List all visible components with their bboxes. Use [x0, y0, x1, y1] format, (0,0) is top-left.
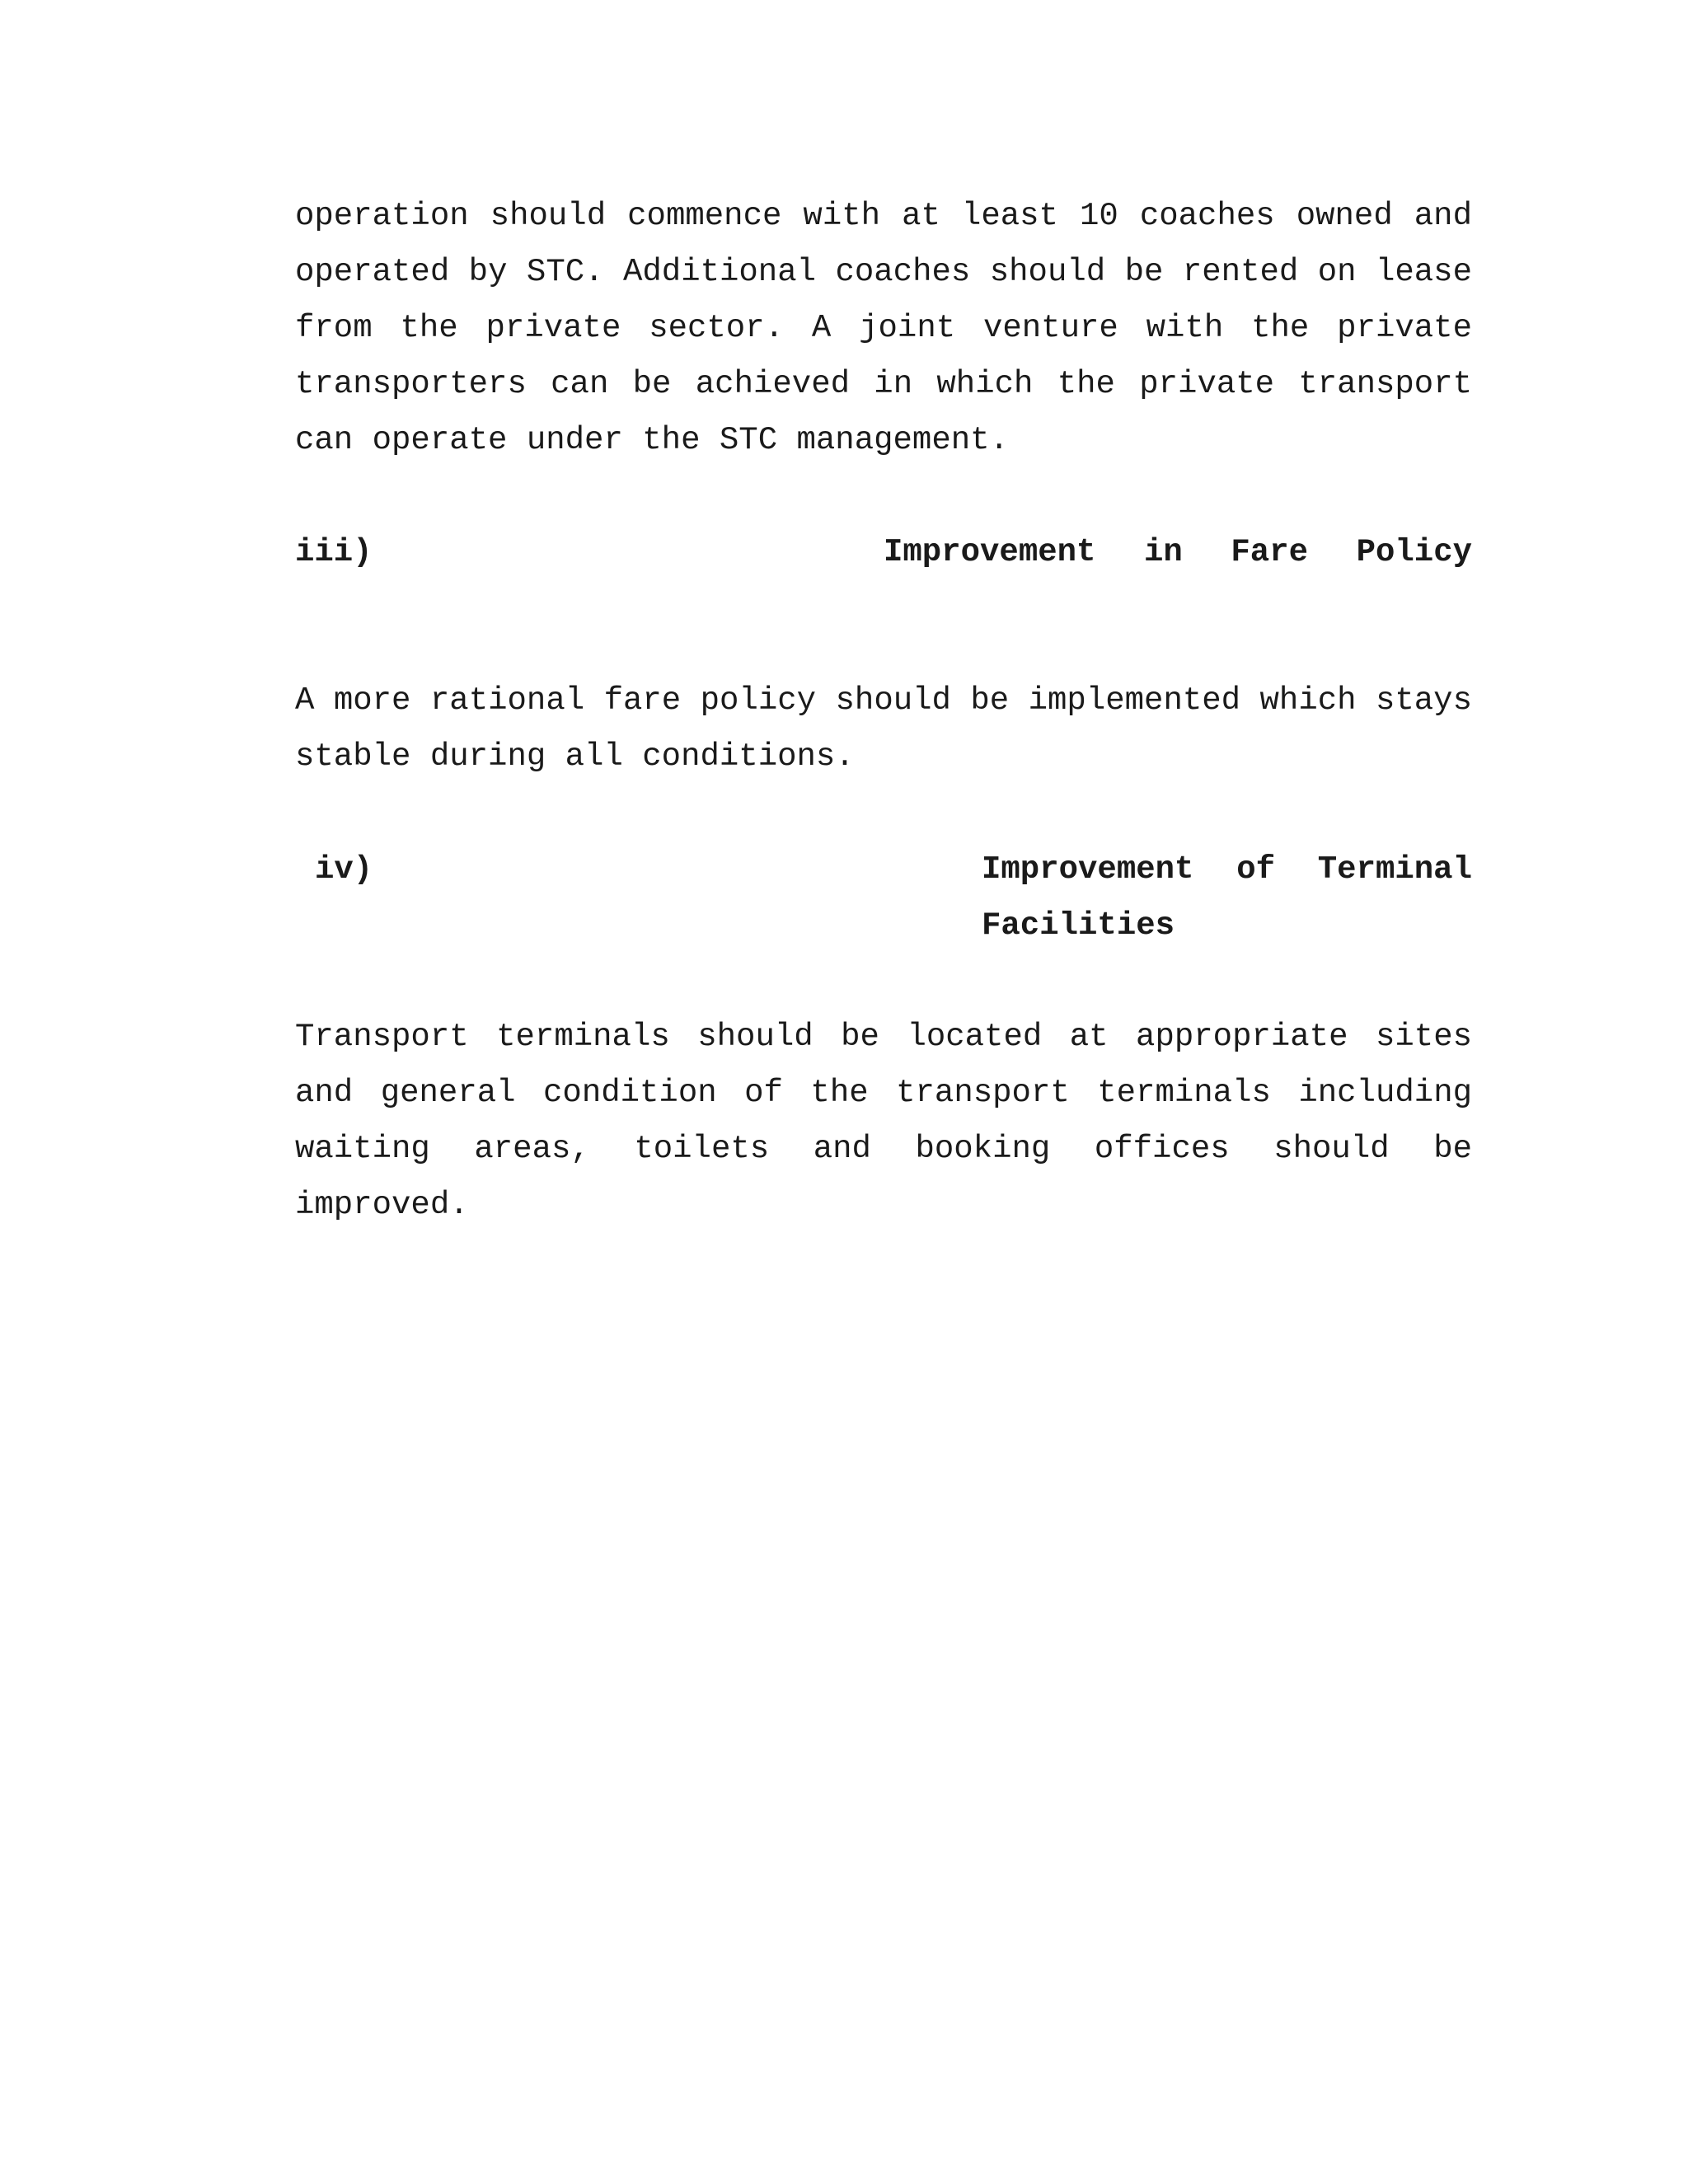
paragraph-fare-policy: A more rational fare policy should be implemented which stays stable during all conditions.: [295, 682, 1472, 775]
paragraph-stc-operation: operation should commence with at least 10 coaches owned and operated by STC. Additional coaches should be rented on lease from the private sector. A joint venture with the private transporters can be achieved in which the private transport can operate under the STC management.: [295, 198, 1472, 458]
section-title-terminal-facilities: [982, 841, 1472, 954]
section-number-iv: iv): [315, 851, 373, 888]
paragraph-terminal-facilities: Transport terminals should be located at appropriate sites and general condition of the transport terminals including waiting areas, toilets and booking offices should be improved.: [295, 1019, 1472, 1223]
section-title-line-2: Facilities: [982, 907, 1175, 944]
section-title-line-1: Improvement of Terminal: [982, 851, 1472, 888]
section-title-fare-policy: Improvement in Fare Policy: [884, 534, 1472, 570]
section-number-iii: iii): [295, 534, 373, 570]
